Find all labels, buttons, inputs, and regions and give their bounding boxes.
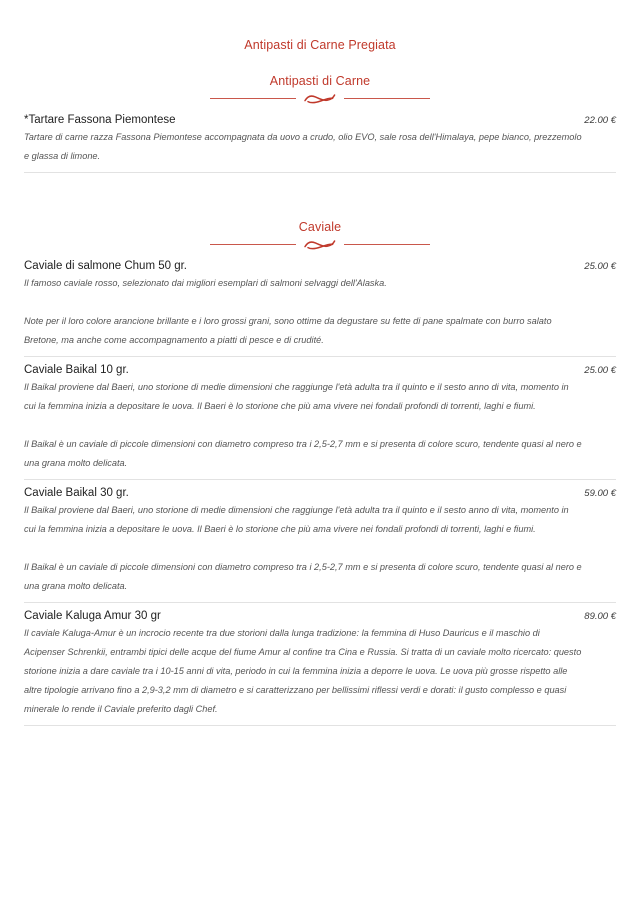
divider-rule-right xyxy=(344,244,430,245)
menu-item-list xyxy=(24,113,616,173)
menu-item-price: 22.00 € xyxy=(584,115,616,126)
menu-item-price: 89.00 € xyxy=(584,611,616,622)
menu-item-name: Caviale Baikal 30 gr. xyxy=(24,487,129,499)
menu-item-description: Il famoso caviale rosso, selezionato dai migliori esemplari di salmoni selvaggi dell'Alaska. xyxy=(24,278,387,288)
section-divider-ornament xyxy=(24,237,616,251)
menu-item-header xyxy=(24,486,616,501)
page-title: Antipasti di Carne Pregiata xyxy=(244,38,396,52)
menu-section xyxy=(24,74,616,173)
menu-item-name: *Tartare Fassona Piemontese xyxy=(24,114,176,126)
menu-item-description: Il Baikal è un caviale di piccole dimensioni con diametro compreso tra i 2,5-2,7 mm e si presenta di colore scuro, tendente quasi al nero e una grana molto delicata. xyxy=(24,439,582,468)
menu-item-price: 59.00 € xyxy=(584,488,616,499)
menu-item-name: Caviale Kaluga Amur 30 gr xyxy=(24,610,161,622)
section-title: Caviale xyxy=(298,220,342,234)
wave-swirl-icon xyxy=(303,238,337,251)
menu-item-name: Caviale di salmone Chum 50 gr. xyxy=(24,260,187,272)
divider-rule-left xyxy=(210,244,296,245)
menu-item xyxy=(24,113,616,173)
menu-item-description: Tartare di carne razza Fassona Piemontese accompagnata da uovo a crudo, olio EVO, sale rosa dell'Himalaya, pepe bianco, prezzemolo e glassa di limone. xyxy=(24,132,582,161)
section-title: Antipasti di Carne xyxy=(269,74,371,88)
menu-item-header xyxy=(24,113,616,128)
divider-rule-left xyxy=(210,98,296,99)
menu-item xyxy=(24,363,616,480)
menu-item-description: Il Baikal è un caviale di piccole dimensioni con diametro compreso tra i 2,5-2,7 mm e si presenta di colore scuro, tendente quasi al nero e una grana molto delicata. xyxy=(24,562,582,591)
menu-item xyxy=(24,486,616,603)
menu-item-header xyxy=(24,363,616,378)
menu-item xyxy=(24,259,616,357)
menu-item-description: Il Baikal proviene dal Baeri, uno storione di medie dimensioni che raggiunge l'età adulta tra il quinto e il sesto anno di vita, momento in cui la femmina inizia a depositare le uova. Il Baeri è lo storione che più ama vivere nei fondali profondi di torrenti, laghi e fiumi. xyxy=(24,505,569,534)
menu-item-description: Note per il loro colore arancione brillante e i loro grossi grani, sono ottime da degustare su fette di pane spalmate con burro salato Bretone, ma anche come accompagnamento a piatti di pesce e di crudité. xyxy=(24,316,552,345)
menu-item-price: 25.00 € xyxy=(584,261,616,272)
menu-section xyxy=(24,220,616,726)
menu-item xyxy=(24,609,616,726)
menu-item-header xyxy=(24,259,616,274)
menu-item-description: Il Baikal proviene dal Baeri, uno storione di medie dimensioni che raggiunge l'età adulta tra il quinto e il sesto anno di vita, momento in cui la femmina inizia a depositare le uova. Il Baeri è lo storione che più ama vivere nei fondali profondi di torrenti, laghi e fiumi. xyxy=(24,382,569,411)
menu-item-name: Caviale Baikal 10 gr. xyxy=(24,364,129,376)
section-divider-ornament xyxy=(24,91,616,105)
menu-item-description: Il caviale Kaluga-Amur è un incrocio recente tra due storioni dalla lunga tradizione: la femmina di Huso Dauricus e il maschio di Acipenser Schrenkii, entrambi tipici delle acque del fiume Amur al confine tra Cina e Russia. Si tratta di un caviale molto ricercato: questo storione inizia a dare caviale tra i 10-15 anni di vita, periodo in cui la femmina inizia a deporre le uova. Le uova più grosse rispetto alle altre tipologie arrivano fino a 2,9-3,2 mm di diametro e si caratterizzano per bellissimi riflessi verdi e dorati: il gusto complesso e quasi minerale lo rende il Caviale preferito dagli Chef. xyxy=(24,628,582,714)
menu-item-list xyxy=(24,259,616,726)
menu-sections xyxy=(24,74,616,726)
menu-item-header xyxy=(24,609,616,624)
wave-swirl-icon xyxy=(303,92,337,105)
menu-item-price: 25.00 € xyxy=(584,365,616,376)
divider-rule-right xyxy=(344,98,430,99)
